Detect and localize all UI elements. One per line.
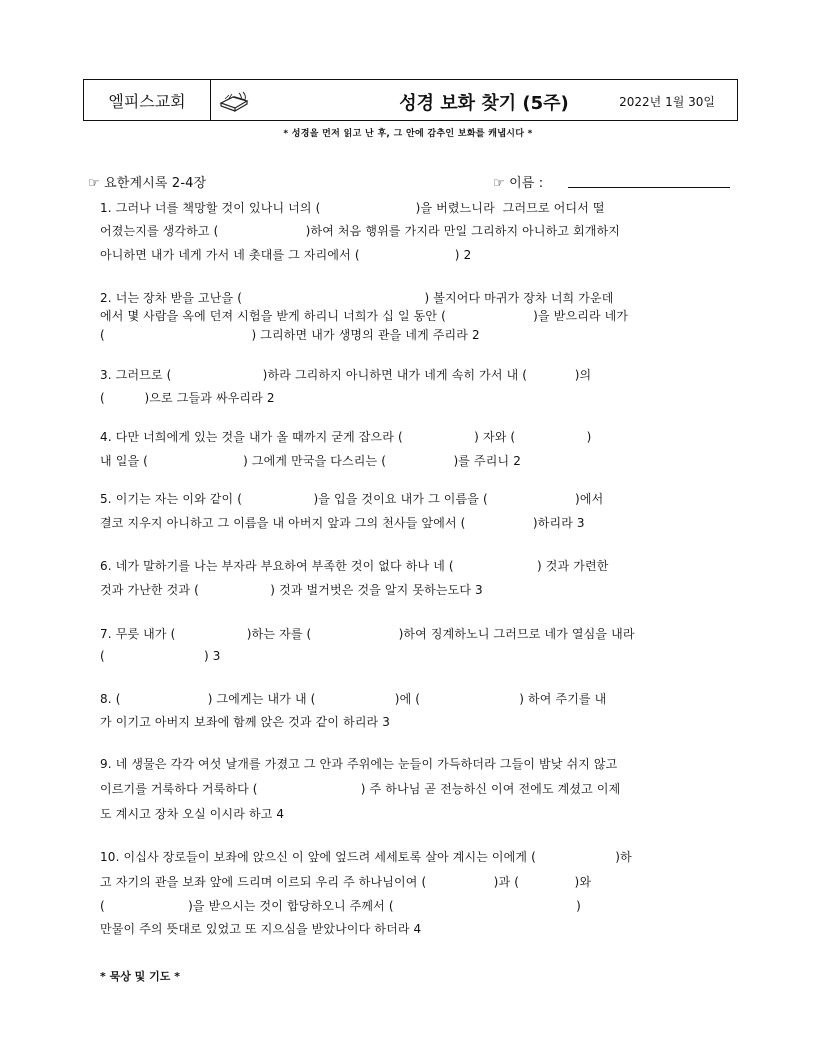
- question-10-line-3: ( )을 받으시는 것이 합당하오니 주께서 ( ): [100, 899, 581, 913]
- passage-label: ☞ 요한계시록 2-4장: [88, 176, 207, 191]
- name-input-line[interactable]: [568, 187, 730, 188]
- question-2-line-3: ( ) 그리하면 내가 생명의 관을 네게 주리라 2: [100, 328, 480, 342]
- question-6-line-2: 것과 가난한 것과 ( ) 것과 벌거벗은 것을 알지 못하는도다 3: [100, 583, 483, 597]
- question-2-line-2: 에서 몇 사람을 옥에 던져 시험을 받게 하리니 너희가 십 일 동안 ( )을 받으리라 네가: [100, 309, 629, 323]
- name-label: ☞ 이름 :: [493, 176, 544, 191]
- question-1-line-3: 아니하면 내가 네게 가서 네 촛대를 그 자리에서 ( ) 2: [100, 248, 472, 262]
- question-1-line-1: 1. 그러나 너를 책망할 것이 있나니 너의 ( )을 버렸느니라 그러므로 어디서 떨: [100, 201, 605, 215]
- question-4-line-1: 4. 다만 너희에게 있는 것을 내가 올 때까지 굳게 잡으라 ( ) 자와 ( ): [100, 430, 592, 444]
- worksheet-date: 2022년 1월 30일: [619, 95, 715, 109]
- question-5-line-2: 결코 지우지 아니하고 그 이름을 내 아버지 앞과 그의 천사들 앞에서 ( )하리라 3: [100, 516, 585, 530]
- title-cell: [211, 80, 737, 120]
- question-7-line-1: 7. 무릇 내가 ( )하는 자를 ( )하여 징계하노니 그러므로 네가 열심을 내라: [100, 627, 635, 641]
- meditation-prayer-footer: * 묵상 및 기도 *: [100, 970, 180, 983]
- question-9-line-2: 이르기를 거룩하다 거룩하다 ( ) 주 하나님 곧 전능하신 이여 전에도 계셨고 이제: [100, 782, 621, 796]
- worksheet-header: [83, 79, 738, 121]
- question-2-line-1: 2. 너는 장차 받을 고난을 ( ) 볼지어다 마귀가 장차 너희 가운데: [100, 291, 614, 305]
- question-6-line-1: 6. 네가 말하기를 나는 부자라 부요하여 부족한 것이 없다 하나 네 ( ) 것과 가련한: [100, 559, 609, 573]
- church-name-cell: [84, 80, 211, 120]
- question-10-line-2: 고 자기의 관을 보좌 앞에 드리며 이르되 우리 주 하나님이여 ( )과 ( )와: [100, 875, 592, 889]
- question-7-line-2: ( ) 3: [100, 649, 221, 663]
- question-10-line-4: 만물이 주의 뜻대로 있었고 또 지으심을 받았나이다 하더라 4: [100, 922, 422, 936]
- question-8-line-2: 가 이기고 아버지 보좌에 함께 앉은 것과 같이 하리라 3: [100, 715, 391, 729]
- question-4-line-2: 내 일을 ( ) 그에게 만국을 다스리는 ( )를 주리니 2: [100, 454, 521, 468]
- church-name: 엘피스교회: [108, 91, 186, 111]
- question-10-line-1: 10. 이십사 장로들이 보좌에 앉으신 이 앞에 엎드려 세세토록 살아 계시는 이에게 ( )하: [100, 850, 632, 864]
- worksheet-title: 성경 보화 찾기 (5주): [399, 93, 569, 114]
- instruction-text: * 성경을 먼저 읽고 난 후, 그 안에 감추인 보화를 캐냅시다 *: [283, 129, 533, 139]
- question-3-line-2: ( )으로 그들과 싸우리라 2: [100, 391, 275, 405]
- question-1-line-2: 어졌는지를 생각하고 ( )하여 처음 행위를 가지라 만일 그리하지 아니하고 회개하지: [100, 224, 621, 238]
- question-9-line-1: 9. 네 생물은 각각 여섯 날개를 가졌고 그 안과 주위에는 눈들이 가득하더라 그들이 밤낮 쉬지 않고: [100, 757, 618, 771]
- question-3-line-1: 3. 그러므로 ( )하라 그리하지 아니하면 내가 네게 속히 가서 내 ( )의: [100, 368, 592, 382]
- question-5-line-1: 5. 이기는 자는 이와 같이 ( )을 입을 것이요 내가 그 이름을 ( )에서: [100, 492, 604, 506]
- question-8-line-1: 8. ( ) 그에게는 내가 내 ( )에 ( ) 하여 주기를 내: [100, 692, 607, 706]
- question-9-line-3: 도 계시고 장차 오실 이시라 하고 4: [100, 807, 285, 821]
